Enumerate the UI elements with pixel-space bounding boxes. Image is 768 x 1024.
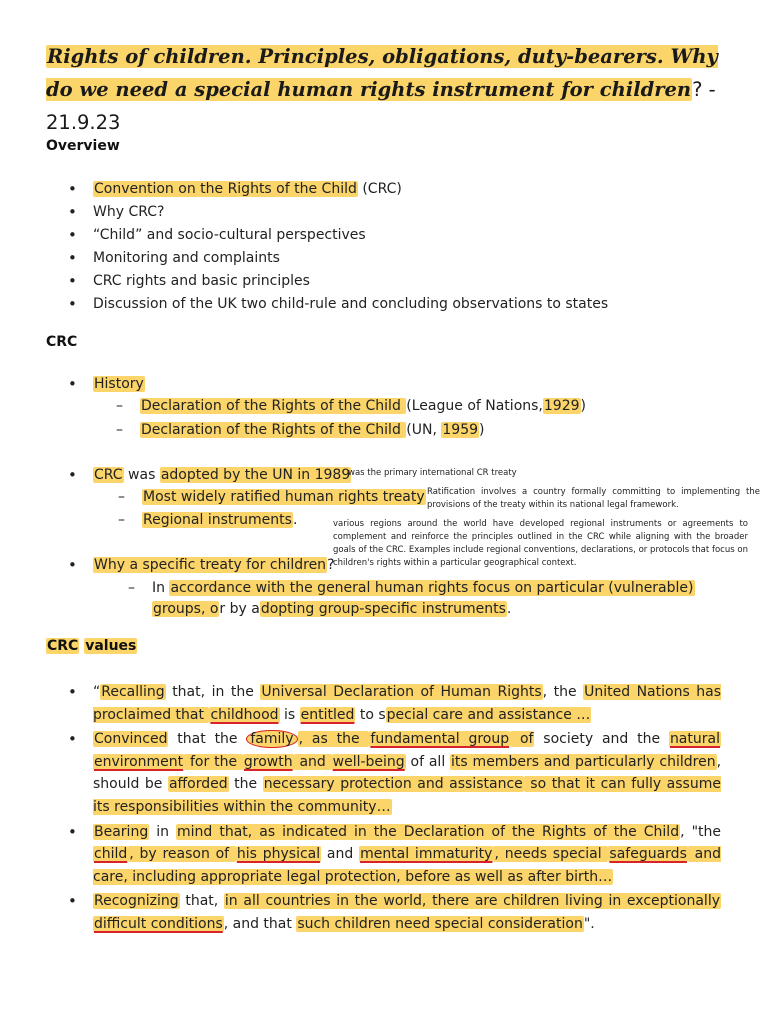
list-item: • History [68,374,145,394]
list-item: • Why a specific treaty for children? [68,555,335,575]
title-main: Rights of children. Principles, obligations, duty-bearers. Why do we need a special human rights instrument for children [46,45,718,101]
list-item: • Convinced that the family , as the fundamental group of society and the natural environment for the growth and well-being of all its members and particularly children, should be afforded the necessary protection and assistance so that it can fully assume its responsibilities within the community… [68,728,721,818]
values-list [68,681,721,938]
list-item: • “Recalling that, in the Universal Declaration of Human Rights, the United Nations has proclaimed that childhood is entitled to special care and assistance … [68,681,721,726]
list-item: • CRC rights and basic principles [68,270,608,293]
values-heading: CRC values [47,638,137,654]
why-list [68,555,335,575]
list-item: • Recognizing that, in all countries in the world, there are children living in exceptionally difficult conditions, and that such children need special consideration". [68,890,721,935]
ratified-note: Ratification involves a country formally committing to implementing the provisions of the treaty within its national legal framework. [427,487,760,510]
history-item-1929: – Declaration of the Rights of the Child (League of Nations,1929) [116,398,586,414]
regional-note: various regions around the world have developed regional instruments or agreements to complement and reinforce the principles outlined in the CRC while aligning with the broader goals of the CRC. Examples include regional conventions, declarations, or protocols that focus on children's rights within a particular geographical context. [333,519,748,568]
adopted-note: was the primary international CR treaty [348,468,517,478]
list-item: • CRC was adopted by the UN in 1989 [68,465,351,485]
crc-heading: CRC [46,334,78,350]
regional-item: – Regional instruments. [118,512,298,528]
list-item: • “Child” and socio-cultural perspectives [68,224,608,247]
page-title [46,40,736,139]
list-item: • Convention on the Rights of the Child (CRC) [68,178,608,201]
history-list [68,374,145,394]
accordance-item: – In accordance with the general human rights focus on particular (vulnerable) groups, or by adopting group-specific instruments. [128,580,694,617]
title-date: ? - 21.9.23 [46,78,716,134]
ratified-item: – Most widely ratified human rights treaty [118,489,425,505]
history-item-1959: – Declaration of the Rights of the Child (UN, 1959) [116,422,485,438]
adopted-list [68,465,351,485]
overview-list [68,178,608,316]
list-item: • Monitoring and complaints [68,247,608,270]
list-item: • Discussion of the UK two child-rule and concluding observations to states [68,293,608,316]
overview-heading: Overview [46,138,120,154]
list-item: • Bearing in mind that, as indicated in the Declaration of the Rights of the Child, "the child , by reason of his physical and mental immaturity , needs special safeguards and care, including appropriate legal protection, before as well as after birth… [68,821,721,889]
list-item: • Why CRC? [68,201,608,224]
